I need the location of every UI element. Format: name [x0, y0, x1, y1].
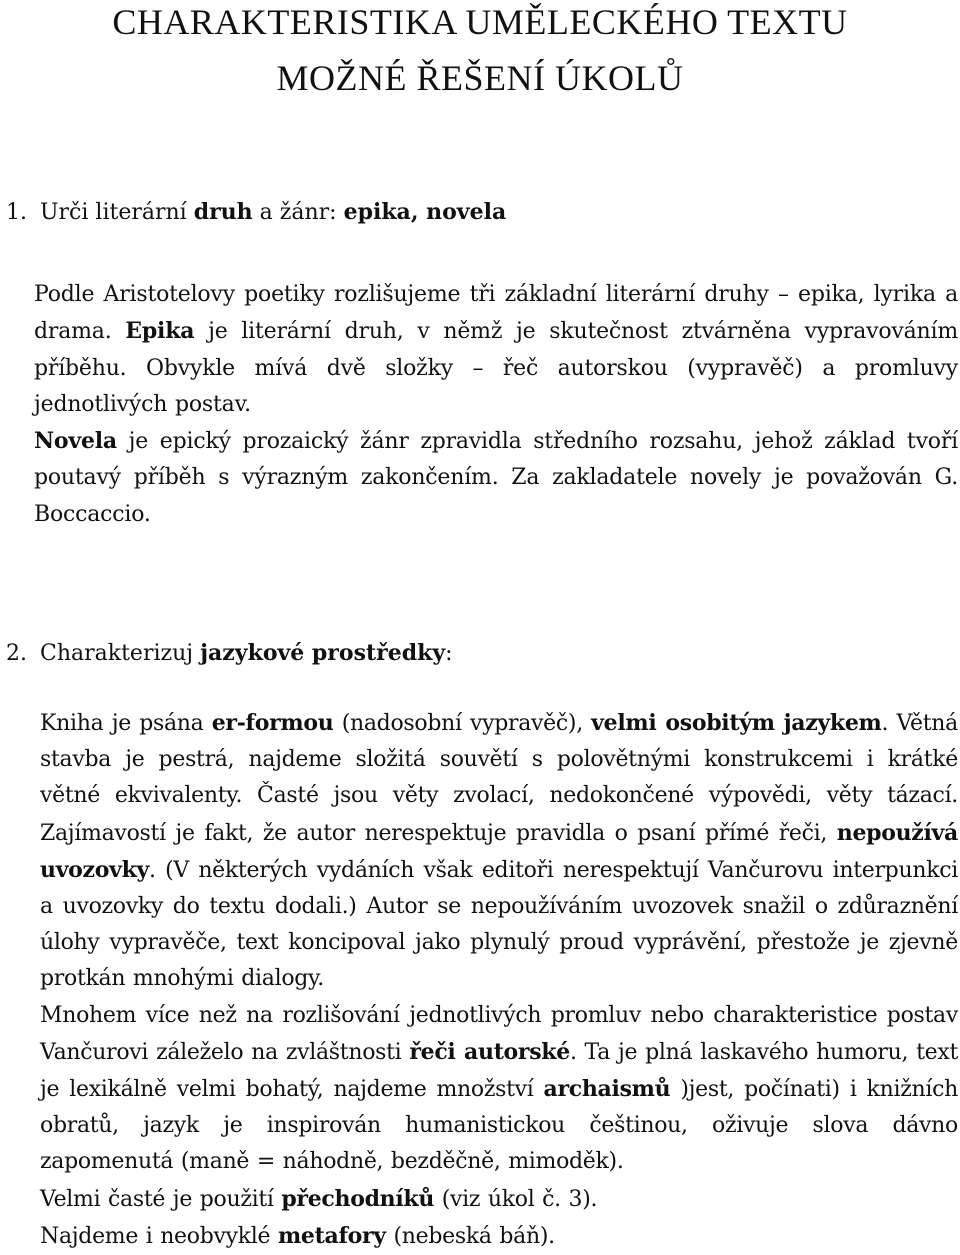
text-run: Velmi časté je použití: [40, 1186, 282, 1212]
task-1-heading: [6, 197, 506, 228]
task-2-answer-paragraph: [40, 705, 958, 1255]
task-1-answer-paragraph: [34, 277, 958, 533]
term-rec-autorska: řeči autorské: [409, 1038, 570, 1065]
text-run: je epický prozaický žánr zpravidla středního rozsahu, jehož základ tvoří poutavý příběh s výrazným zakončením. Za zakladatele novely je považován G. Boccaccio.: [34, 429, 958, 527]
task-1-number: 1.: [6, 200, 27, 225]
term-prechodniky: přechodníků: [281, 1185, 435, 1212]
text-run: . Větná stavba je pestrá, najdeme složitá souvětí s polovětnými konstrukcemi i krátké větné ekvivalenty. Časté jsou věty zvolací, nedokončené výpovědi, věty tázací. Zajímavostí je fakt, že autor nerespektuje pravidla o psaní přímé řeči,: [40, 711, 958, 846]
task-2-text: Charakterizuj: [40, 641, 201, 666]
text-run: je literární druh, v němž je skutečnost ztvárněna vypravováním příběhu. Obvykle mívá dvě složky – řeč autorskou (vypravěč) a promluvy jednotlivých postav.: [34, 319, 959, 417]
task-2-bold: jazykové prostředky: [200, 640, 446, 666]
text-run: Najdeme i neobvyklé: [40, 1223, 278, 1249]
task-2-heading: [6, 638, 453, 669]
title-line-2: MOŽNÉ ŘEŠENÍ ÚKOLŮ: [276, 58, 684, 98]
task-1-answer: epika, novela: [343, 199, 507, 225]
term-archaismy: archaismů: [543, 1076, 671, 1103]
term-osobity-jazyk: velmi osobitým jazykem: [591, 710, 882, 736]
task-1-text-mid: a žánr:: [252, 200, 344, 225]
term-epika: Epika: [125, 318, 195, 345]
task-1-text: Urči literární: [40, 200, 194, 225]
term-er-forma: er-formou: [211, 710, 334, 736]
page-title: [0, 0, 960, 106]
text-run: Kniha je psána: [40, 711, 212, 736]
text-run: Mnohem více než na rozlišování jednotlivých promluv nebo charakteristice postav Vančurovi záleželo na zvláštnosti: [40, 1002, 958, 1065]
text-run: . Ta je plná laskavého humoru, text je lexikálně velmi bohatý, najdeme množství: [40, 1039, 959, 1103]
term-metafory: metafory: [277, 1222, 386, 1249]
text-run: (nadosobní vypravěč),: [333, 711, 592, 736]
term-uvozovky: nepoužívá uvozovky: [40, 819, 958, 883]
text-run: (nebeská báň).: [385, 1223, 555, 1249]
term-novela: Novela: [34, 428, 117, 455]
text-run: (viz úkol č. 3).: [434, 1186, 598, 1212]
text-run: . (V některých vydáních však editoři nerespektují Vančurovu interpunkci a uvozovky do textu dodali.) Autor se nepoužíváním uvozovek snažil o zdůraznění úlohy vypravěče, text koncipoval jako plynulý proud vyprávění, přestože je zjevně protkán mnohými dialogy.: [40, 857, 958, 992]
title-line-1: CHARAKTERISTIKA UMĚLECKÉHO TEXTU: [112, 2, 848, 42]
task-1-bold-druh: druh: [193, 199, 253, 225]
task-2-number: 2.: [6, 641, 27, 666]
text-run: )jest, počínati) i knižních obratů, jazyk je inspirován humanistickou češtinou, oživuje slova dávno zapomenutá (maně = náhodně, bezděčně, mimoděk).: [40, 1077, 958, 1175]
text-run: Podle Aristotelovy poetiky rozlišujeme tři základní literární druhy – epika, lyrika a drama.: [34, 282, 958, 345]
task-2-colon: :: [445, 641, 453, 666]
